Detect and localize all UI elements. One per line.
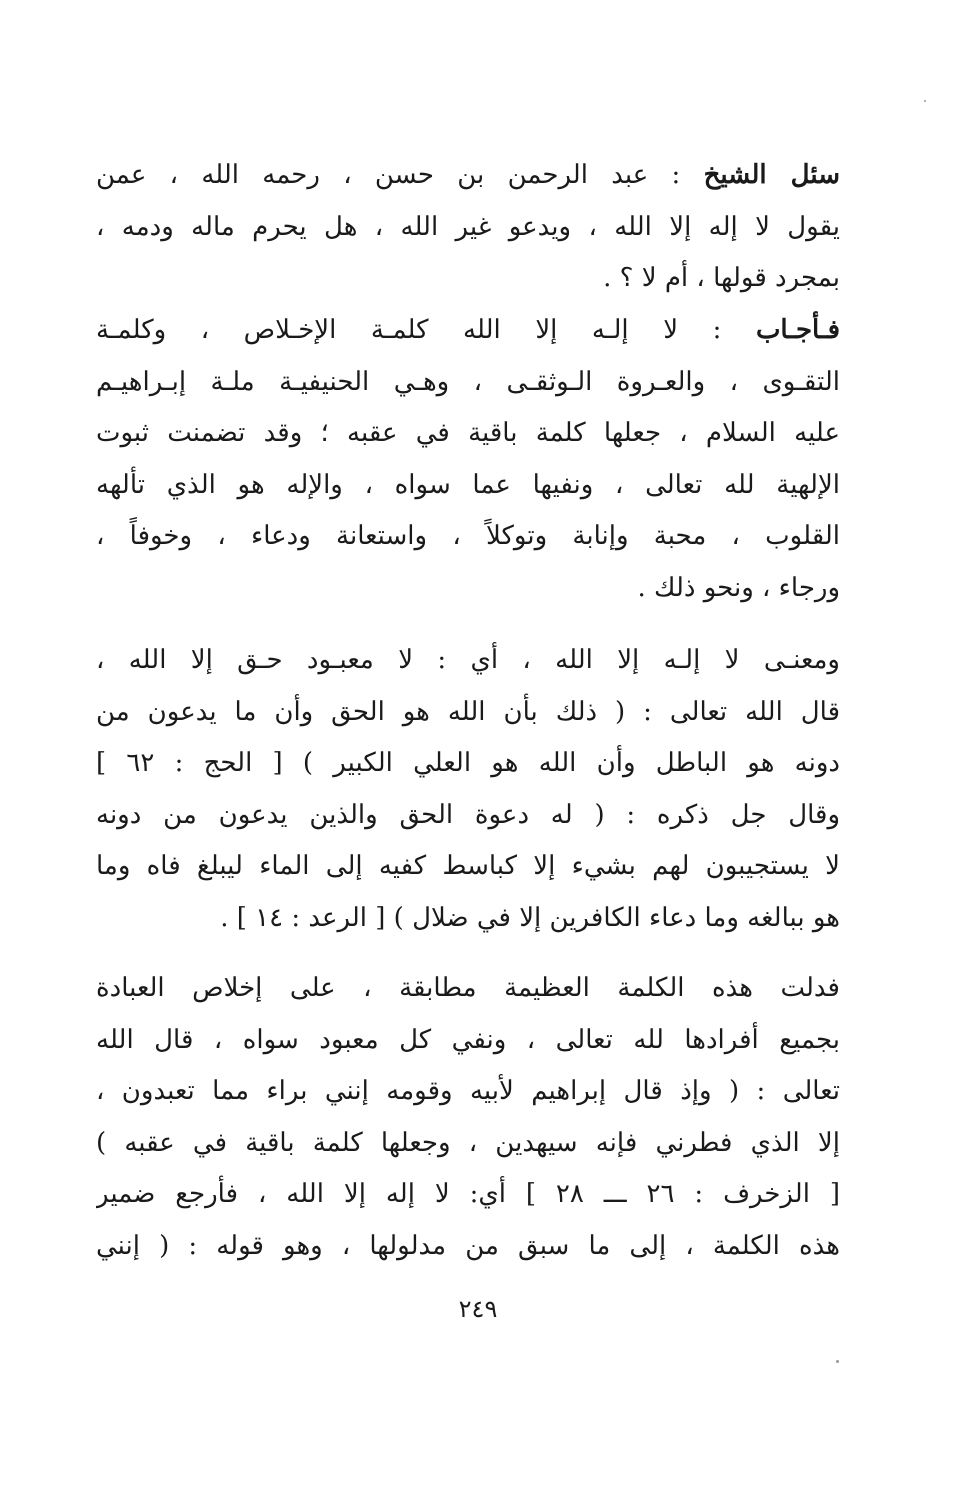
paragraph-question (96, 150, 840, 305)
text-line: بمجرد قولها ، أم لا ؟ . (603, 263, 840, 293)
lead-word: سئل الشيخ (703, 160, 840, 190)
text-line (96, 305, 840, 357)
text-line (96, 150, 840, 202)
text-line: التقـوى ، والعـروة الـوثقـى ، وهـي الحنيفيـة ملـة إبـراهيـم (96, 366, 840, 397)
line-text: : لا إلـه إلا الله كلمـة الإخـلاص ، وكلمـة (96, 315, 756, 345)
text-line: تعالى : ( وإذ قال إبراهيم لأبيه وقومه إنني براء مما تعبدون ، (96, 1076, 840, 1106)
text-line: عليه السلام ، جعلها كلمة باقية في عقبه ؛ وقد تضمنت ثبوت (96, 418, 840, 448)
text-line: ومعنـى لا إلـه إلا الله ، أي : لا معبـود حـق إلا الله ، (96, 645, 840, 675)
lead-word: فـأجـاب (755, 315, 840, 345)
text-line: هو ببالغه وما دعاء الكافرين إلا في ضلال ) [ الرعد : ١٤ ] . (220, 902, 840, 933)
text-line: لا يستجيبون لهم بشيء إلا كباسط كفيه إلى الماء ليبلغ فاه وما (96, 851, 840, 881)
paragraph-answer (96, 305, 840, 614)
text-line: دونه هو الباطل وأن الله هو العلي الكبير ) [ الحج : ٦٢ ] (96, 748, 840, 778)
text-line: الإلهية لله تعالى ، ونفيها عما سواه ، والإله هو الذي تألهه (96, 469, 840, 500)
text-line: يقول لا إله إلا الله ، ويدعو غير الله ، هل يحرم ماله ودمه ، (96, 211, 840, 242)
text-line: هذه الكلمة ، إلى ما سبق من مدلولها ، وهو قوله : ( إنني (96, 1230, 840, 1261)
page-number: ٢٤٩ (458, 1295, 498, 1323)
line-text: : عبد الرحمن بن حسن ، رحمه الله ، عمن (96, 160, 704, 190)
scan-speck (924, 100, 926, 102)
text-line: بجميع أفرادها لله تعالى ، ونفي كل معبود سواه ، قال الله (96, 1024, 840, 1055)
text-line: القلوب ، محبة وإنابة وتوكلاً ، واستعانة ودعاء ، وخوفاً ، (96, 521, 840, 551)
text-line: إلا الذي فطرني فإنه سيهدين ، وجعلها كلمة باقية في عقبه ) (96, 1127, 840, 1158)
text-line: [ الزخرف : ٢٦ ـــ ٢٨ ] أي: لا إله إلا الله ، فأرجع ضمير (96, 1179, 840, 1209)
text-line: ورجاء ، ونحو ذلك . (637, 572, 840, 603)
paragraph-conclusion (96, 963, 840, 1272)
scan-speck (836, 1360, 839, 1363)
paragraph-meaning (96, 635, 840, 944)
text-line: وقال جل ذكره : ( له دعوة الحق والذين يدعون من دونه (96, 799, 840, 830)
text-line: فدلت هذه الكلمة العظيمة مطابقة ، على إخلاص العبادة (96, 973, 840, 1003)
text-line: قال الله تعالى : ( ذلك بأن الله هو الحق وأن ما يدعون من (96, 696, 840, 727)
